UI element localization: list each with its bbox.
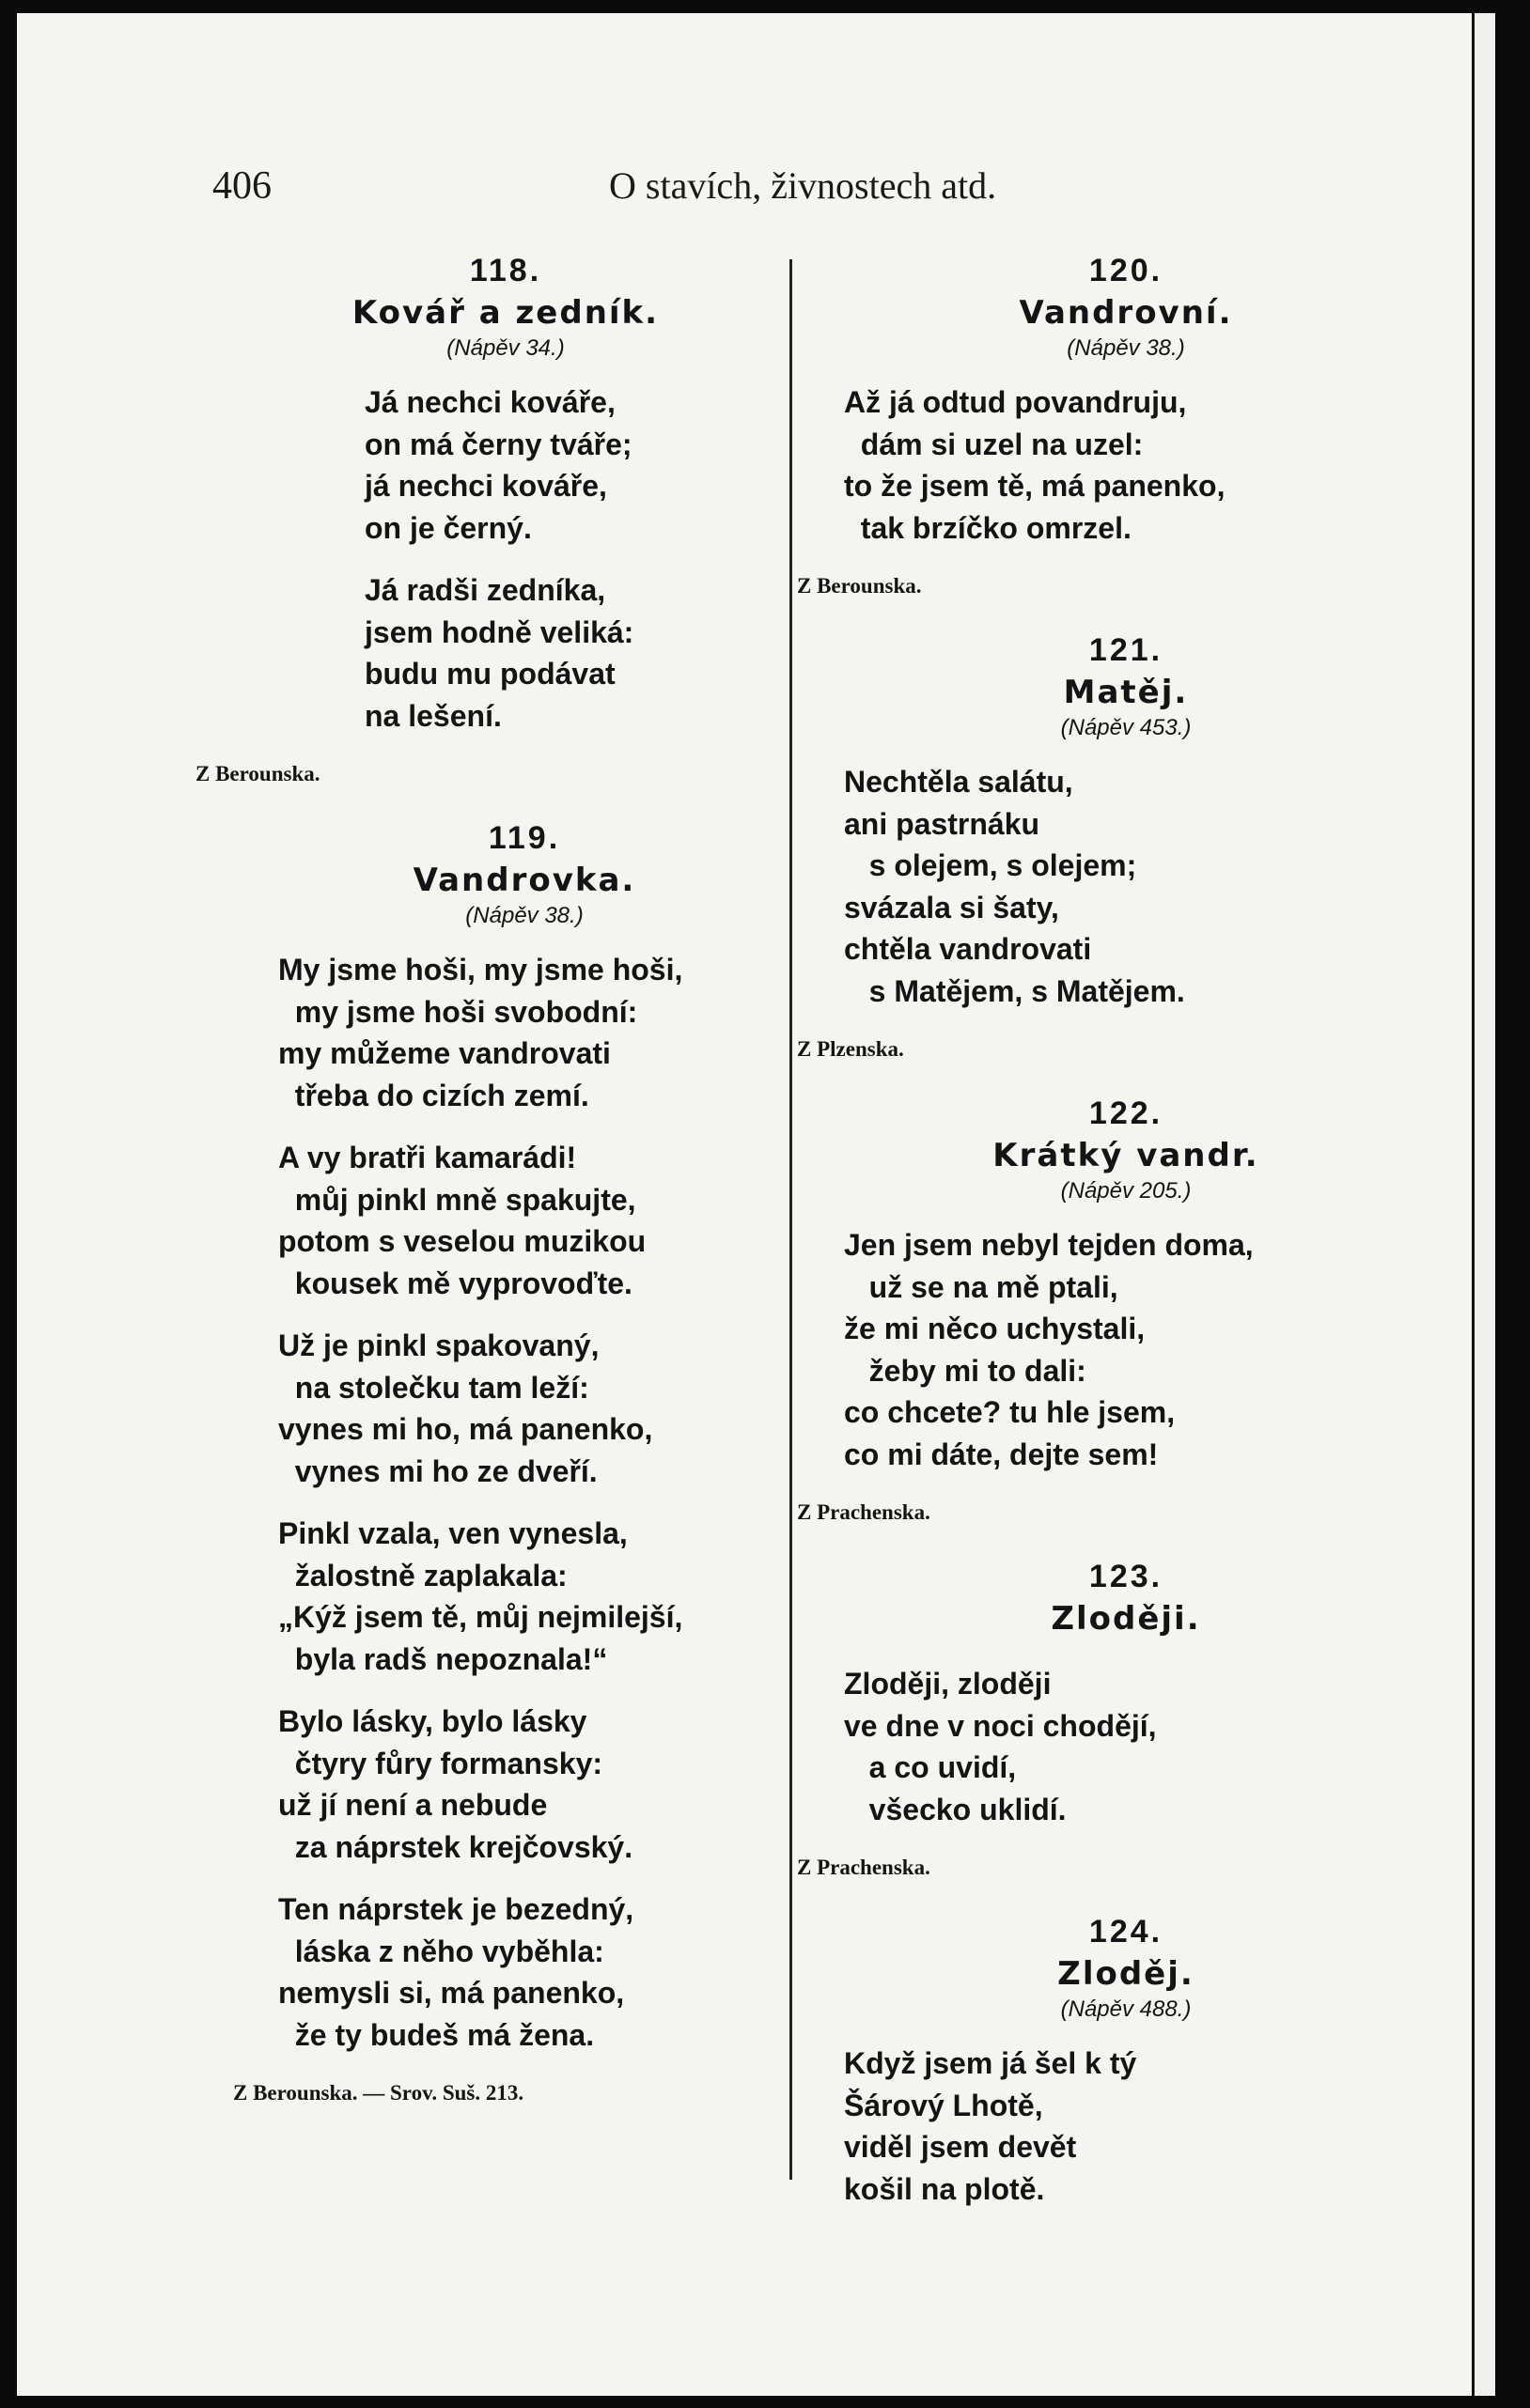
verse-line: to že jsem tě, má panenko, [844,469,1226,503]
verse-line: Šárový Lhotě, [844,2088,1043,2122]
verse-line: třeba do cizích zemí. [278,1078,589,1112]
stanza [278,949,778,1116]
song-number: 120. [1088,253,1163,288]
source-note: Z Berounska. [797,574,922,598]
song-number: 118. [469,253,542,288]
song-title: Zloděj. [1057,1955,1194,1993]
verse-line: byla radš nepoznala!“ [278,1641,608,1676]
source-note: Z Plzenska. [797,1037,904,1061]
verse-line: už se na mě ptali, [844,1269,1118,1304]
verse-line: já nechci kováře, [365,469,607,503]
verse-line: ani pastrnáku [844,806,1040,841]
verse-line: čtyry fůry formansky: [278,1746,603,1780]
source-note: Z Berounska. — Srov. Suš. 213. [233,2081,524,2105]
column-divider [789,259,792,2180]
stanza [844,1663,1417,1830]
verse-line: už jí není a nebude [278,1788,548,1822]
stanza [844,1224,1417,1475]
running-title: O stavích, živnostech atd. [609,164,997,207]
song-block [195,248,778,791]
verse-line: ve dne v noci chodějí, [844,1708,1157,1743]
song-block [797,248,1417,603]
tune-reference: (Nápěv 453.) [1060,715,1192,740]
verse-line: budu mu podávat [365,657,616,691]
stanza [278,1701,778,1868]
verse-line: Až já odtud povandruju, [844,385,1187,419]
verse-line: Jen jsem nebyl tejden doma, [844,1228,1254,1262]
verse-line: a co uvidí, [844,1750,1017,1784]
stanza [365,381,778,549]
verse-line: Já nechci kováře, [365,385,616,419]
song-number: 122. [1088,1095,1163,1131]
verse-line: Když jsem já šel k tý [844,2046,1137,2080]
song-number: 124. [1088,1914,1163,1950]
verse-line: dám si uzel na uzel: [844,427,1144,461]
verse-line: co mi dáte, dejte sem! [844,1437,1159,1471]
tune-reference: (Nápěv 488.) [1060,1996,1192,2022]
verse-line: za náprstek krejčovský. [278,1829,633,1864]
verse-line: Ten náprstek je bezedný, [278,1892,634,1926]
song-block [797,1554,1417,1885]
verse-line: on má černy tváře; [365,427,632,461]
tune-reference: (Nápěv 34.) [446,335,565,361]
song-title: Vandrovka. [413,862,636,899]
verse-line: s Matějem, s Matějem. [844,973,1185,1008]
stanza [844,761,1417,1012]
verse-line: „Kýž jsem tě, můj nejmilejší, [278,1600,683,1634]
verse-line: vynes mi ho ze dveří. [278,1453,598,1488]
stanza [278,1325,778,1492]
page-edge [1472,13,1495,2396]
verse-line: Bylo lásky, bylo lásky [278,1704,587,1738]
book-page [17,13,1472,2396]
verse-line: potom s veselou muzikou [278,1224,647,1258]
verse-line: viděl jsem devět [844,2130,1077,2164]
tune-reference: (Nápěv 38.) [1067,335,1185,361]
verse-line: Zloději, zloději [844,1667,1052,1701]
song-title: Zloději. [1051,1600,1201,1638]
verse-line: tak brzíčko omrzel. [844,510,1132,545]
verse-line: chtěla vandrovati [844,932,1092,966]
verse-line: na lešení. [365,698,502,733]
tune-spacer [835,1639,1417,1646]
verse-line: žeby mi to dali: [844,1353,1086,1388]
verse-line: že ty budeš má žena. [278,2017,595,2052]
song-block [797,628,1417,1066]
verse-line: nemysli si, má panenko, [278,1976,625,2010]
verse-line: láska z něho vyběhla: [278,1934,604,1968]
verse-line: s olejem, s olejem; [844,848,1137,882]
song-number: 123. [1088,1559,1163,1594]
verse-line: My jsme hoši, my jsme hoši, [278,953,683,987]
source-note: Z Prachenska. [797,1856,930,1879]
left-column [195,248,778,2135]
song-title: Vandrovní. [1019,294,1233,332]
verse-line: můj pinkl mně spakujte, [278,1182,636,1217]
right-column [797,248,1417,2230]
verse-line: my můžeme vandrovati [278,1036,611,1070]
song-title: Krátký vandr. [992,1137,1259,1174]
verse-line: A vy bratři kamarádi! [278,1141,577,1174]
verse-line: on je černý. [365,510,532,545]
stanza [844,381,1417,549]
verse-line: svázala si šaty, [844,890,1059,924]
verse-line: Já radši zedníka, [365,573,606,607]
verse-line: žalostně zaplakala: [278,1558,568,1592]
song-title: Matěj. [1063,674,1189,711]
page-header [17,163,1472,220]
stanza [278,1137,778,1304]
verse-line: kousek mě vyprovoďte. [278,1266,632,1300]
verse-line: Pinkl vzala, ven vynesla, [278,1516,628,1550]
verse-line: Už je pinkl spakovaný, [278,1328,600,1362]
page-number: 406 [212,164,272,208]
song-number: 121. [1088,632,1163,668]
song-number: 119. [488,820,561,856]
stanza [365,569,778,737]
verse-line: vynes mi ho, má panenko, [278,1412,653,1446]
source-note: Z Berounska. [195,762,320,785]
verse-line: my jsme hoši svobodní: [278,994,638,1029]
source-note: Z Prachenska. [797,1500,930,1524]
verse-line: že mi něco uchystali, [844,1312,1146,1345]
verse-line: co chcete? tu hle jsem, [844,1395,1176,1429]
song-block [797,1091,1417,1530]
verse-line: na stolečku tam leží: [278,1370,589,1405]
song-block [233,816,778,2110]
stanza [278,1513,778,1680]
verse-line: košil na plotě. [844,2171,1045,2206]
tune-reference: (Nápěv 205.) [1060,1178,1192,1204]
verse-line: Nechtěla salátu, [844,765,1073,799]
song-block [835,1909,1417,2210]
stanza [844,2043,1417,2210]
tune-reference: (Nápěv 38.) [465,903,584,928]
stanza [278,1888,778,2056]
verse-line: jsem hodně veliká: [365,614,634,649]
song-title: Kovář a zedník. [351,294,660,332]
verse-line: všecko uklidí. [844,1792,1067,1826]
